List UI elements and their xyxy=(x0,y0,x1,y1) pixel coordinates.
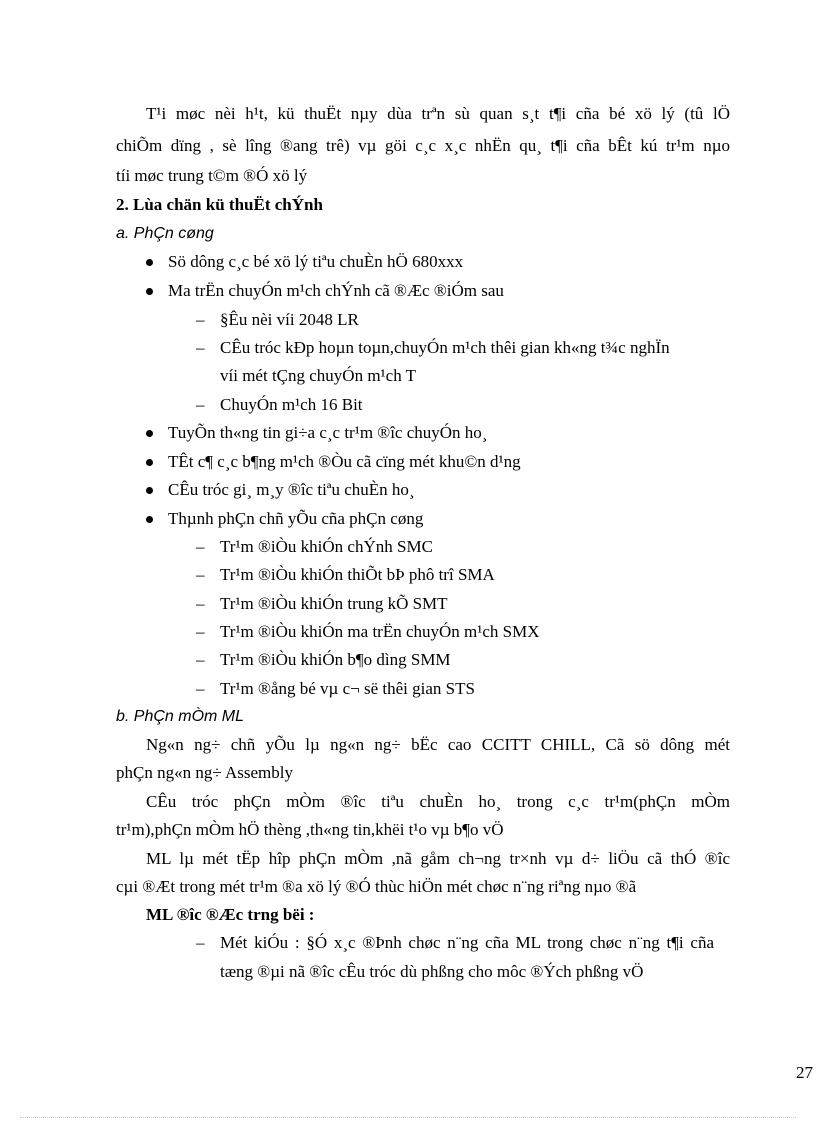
dash-icon: – xyxy=(196,679,205,698)
dash-text: Tr¹m ®iÒu khiÓn ma trËn chuyÓn m¹ch SMX xyxy=(220,622,540,641)
subsection-b-heading: b. PhÇn mÒm ML xyxy=(116,708,245,725)
paragraph-2-line-2: phÇn ng«n ng÷ Assembly xyxy=(116,763,293,782)
paragraph-5: ML ®îc ®Æc trng bëi : xyxy=(146,905,315,924)
bullet-text: Ma trËn chuyÓn m¹ch chÝnh cã ®Æc ®iÓm sau xyxy=(168,281,504,300)
page-bottom-divider xyxy=(20,1117,796,1118)
bullet-icon xyxy=(146,259,153,266)
paragraph-2-line-1: Ng«n ng÷ chñ yÕu lµ ng«n ng÷ bËc cao CCITT CHILL, Cã sö dông mét xyxy=(146,735,730,754)
dash-text: Tr¹m ®iÒu khiÓn thiÕt bÞ phô trî SMA xyxy=(220,565,495,584)
dash-icon: – xyxy=(196,395,205,414)
paragraph-1-line-1: T¹i møc nèi h¹t, kü thuËt nµy dùa trªn sù quan s¸t t¶i cña bé xö lý (tû lÖ xyxy=(146,104,730,123)
bullet-text: TuyÕn th«ng tin gi÷a c¸c tr¹m ®îc chuyÓn ho¸ xyxy=(168,423,488,442)
dash-icon: – xyxy=(196,594,205,613)
paragraph-1-line-2: chiÕm dïng , sè lîng ®ang trê) vµ göi c¸c x¸c nhËn qu¸ t¶i cña bÊt kú tr¹m nµo xyxy=(116,136,730,155)
bullet-text: CÊu tróc gi¸ m¸y ®îc tiªu chuÈn ho¸ xyxy=(168,480,415,499)
dash-text: Tr¹m ®ång bé vµ c¬ së thêi gian STS xyxy=(220,679,475,698)
bullet-icon xyxy=(146,487,153,494)
bullet-text: TÊt c¶ c¸c b¶ng m¹ch ®Òu cã cïng mét khu©n d¹ng xyxy=(168,452,521,471)
page-number: 27 xyxy=(796,1063,813,1082)
bullet-icon xyxy=(146,430,153,437)
paragraph-3-line-2: tr¹m),phÇn mÒm hÖ thèng ,th«ng tin,khëi t¹o vµ b¶o vÖ xyxy=(116,820,504,839)
dash-text-continuation: tæng ®µi nã ®îc cÊu tróc dù phßng cho môc ®Ých phßng vÖ xyxy=(220,962,644,981)
dash-text: Tr¹m ®iÒu khiÓn chÝnh SMC xyxy=(220,537,433,556)
section-heading: 2. Lùa chän kü thuËt chÝnh xyxy=(116,195,323,214)
dash-icon: – xyxy=(196,537,205,556)
dash-icon: – xyxy=(196,650,205,669)
bullet-icon xyxy=(146,516,153,523)
dash-icon: – xyxy=(196,310,205,329)
dash-text-continuation: víi mét tÇng chuyÓn m¹ch T xyxy=(220,366,417,385)
dash-icon: – xyxy=(196,565,205,584)
bullet-text: Thµnh phÇn chñ yÕu cña phÇn cøng xyxy=(168,509,424,528)
paragraph-1-line-3: tíi møc trung t©m ®Ó xö lý xyxy=(116,166,308,185)
dash-text: §Êu nèi víi 2048 LR xyxy=(220,310,359,329)
dash-text: ChuyÓn m¹ch 16 Bit xyxy=(220,395,363,414)
paragraph-4-line-1: ML lµ mét tËp hîp phÇn mÒm ,nã gåm ch¬ng tr×nh vµ d÷ liÖu cã thÓ ®îc xyxy=(146,849,730,868)
bullet-icon xyxy=(146,288,153,295)
dash-icon: – xyxy=(196,622,205,641)
bullet-icon xyxy=(146,459,153,466)
paragraph-4-line-2: cµi ®Æt trong mét tr¹m ®a xö lý ®Ó thùc hiÖn mét chøc n¨ng riªng nµo ®ã xyxy=(116,877,637,896)
dash-text: CÊu tróc kÐp hoµn toµn,chuyÓn m¹ch thêi gian kh«ng t¾c nghÏn xyxy=(220,338,670,357)
subsection-a-heading: a. PhÇn cøng xyxy=(116,225,214,242)
dash-text: Tr¹m ®iÒu khiÓn trung kÕ SMT xyxy=(220,594,448,613)
dash-text: Tr¹m ®iÒu khiÓn b¶o dìng SMM xyxy=(220,650,451,669)
dash-text: Mét kiÓu : §Ó x¸c ®Þnh chøc n¨ng cña ML trong chøc n¨ng t¶i cña xyxy=(220,933,714,952)
paragraph-3-line-1: CÊu tróc phÇn mÒm ®îc tiªu chuÈn ho¸ trong c¸c tr¹m(phÇn mÒm xyxy=(146,792,730,811)
bullet-text: Sö dông c¸c bé xö lý tiªu chuÈn hÖ 680xxx xyxy=(168,252,464,271)
dash-icon: – xyxy=(196,933,205,952)
dash-icon: – xyxy=(196,338,205,357)
